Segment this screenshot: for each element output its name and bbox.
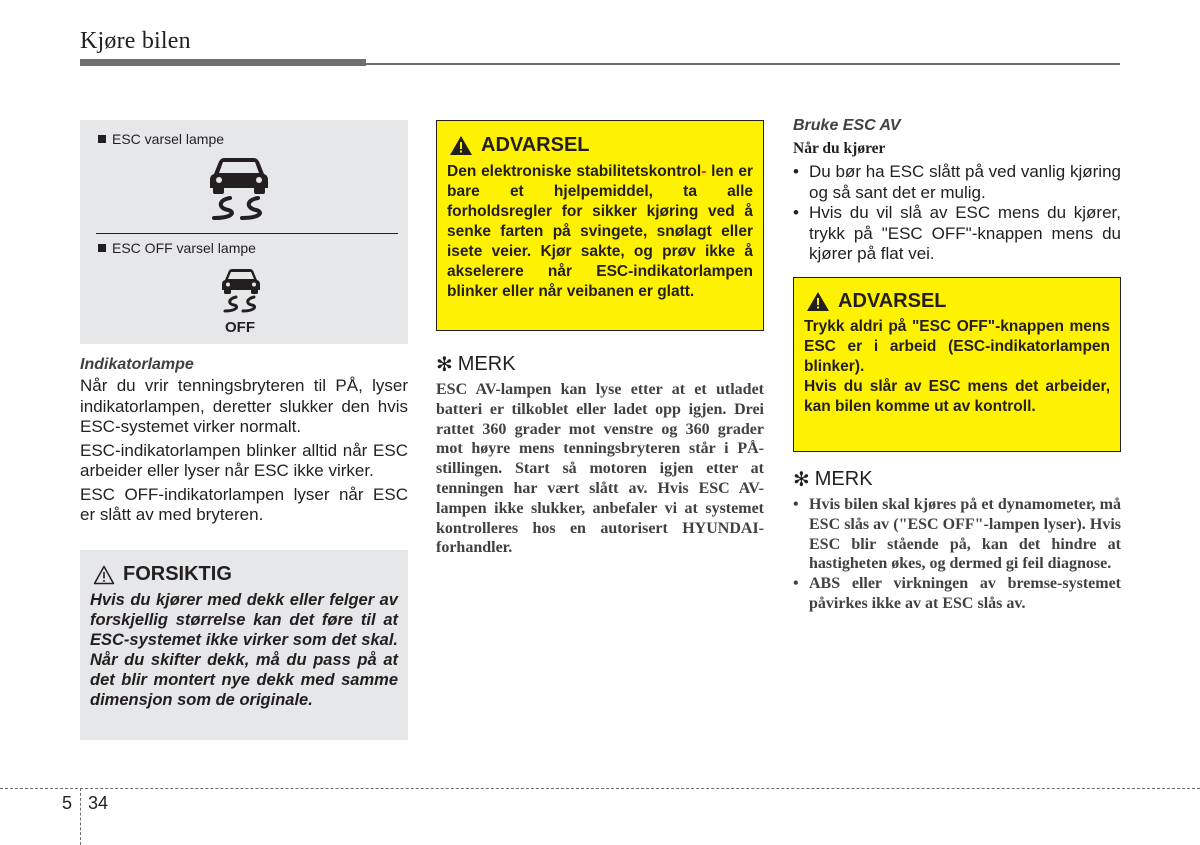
esc-off-bullets [793, 162, 1121, 265]
warning-triangle-icon [806, 291, 830, 312]
panel-divider [96, 233, 398, 234]
note-header [436, 352, 516, 377]
lamp-esc-off-caption: ESC OFF varsel lampe [98, 240, 256, 256]
indicator-heading: Indikatorlampe [80, 356, 194, 373]
black-square-icon [98, 135, 106, 143]
footer-dashed-divider [80, 788, 81, 845]
note-title: MERK [457, 353, 516, 375]
asterisk-note-icon: ✻ [436, 354, 453, 376]
header-accent-bar [80, 59, 366, 66]
esc-off-heading: Bruke ESC AV [793, 117, 901, 134]
driving-subheading: Når du kjører [793, 140, 886, 157]
warning-header [449, 134, 590, 157]
caution-triangle-outline-icon [93, 565, 115, 585]
warning-triangle-icon [449, 135, 473, 156]
lamp-off-label: OFF [225, 319, 255, 336]
caution-title: FORSIKTIG [123, 563, 232, 585]
footer-dashed-rule [0, 788, 1200, 789]
warning-header-2 [806, 290, 947, 313]
note-bullets [793, 495, 1121, 614]
note-text: ESC AV-lampen kan lyse etter at et utladet batteri er tilkoblet eller ladet opp igjen. Drei rattet 360 grader mot venstre og 360 grader mot høyre mens tenningsbryteren står i PÅ-stillingen. Start så motoren igjen etter at tenningen har vært slått av. Hvis ESC AV-lampen ikke slukker, anbefaler vi at systemet kontrolleres hos en autorisert HYUNDAI-forhandler. [436, 381, 764, 557]
paragraph: Når du vrir tenningsbryteren til PÅ, lyser indikatorlampen, deretter slukker den hvis ESC-systemet virker normalt. [80, 376, 408, 436]
list-item: • Du bør ha ESC slått på ved vanlig kjøring og så sant det er mulig. [793, 162, 1121, 202]
warning-text: Den elektroniske stabilitetskontrol- len er bare et hjelpemiddel, ta alle forholdsregler for sikker kjøring ved å senke farten på svingete, snølagt eller isete veier. Kjør sakte, og prøv ikke å akselerere når ESC-indikatorlampen blinker eller når veibanen er glatt. [447, 163, 754, 300]
warning-text-2: Trykk aldri på "ESC OFF"-knappen mens ESC er i arbeid (ESC-indikatorlampen blinker). Hvis du slår av ESC mens det arbeider, kan bilen komme ut av kontroll. [804, 318, 1110, 415]
black-square-icon [98, 244, 106, 252]
note-title-2: MERK [814, 468, 873, 490]
warning-title: ADVARSEL [481, 134, 590, 156]
header-rule [366, 63, 1120, 65]
list-item: • Hvis bilen skal kjøres på et dynamometer, må ESC slås av ("ESC OFF"-lampen lyser). Hvis ESC blir stående på, kan det hindre at hastigheten økes, og dermed gi feil diagnose. [793, 496, 1121, 573]
lamp-esc-caption: ESC varsel lampe [98, 131, 224, 147]
paragraph: ESC-indikatorlampen blinker alltid når ESC arbeider eller lyser når ESC ikke virker. [80, 440, 408, 480]
paragraph: ESC OFF-indikatorlampen lyser når ESC er slått av med bryteren. [80, 484, 408, 524]
indicator-body [80, 376, 408, 529]
page-number: 34 [88, 793, 109, 813]
chapter-number: 5 [62, 793, 73, 813]
list-item: • Hvis du vil slå av ESC mens du kjører, trykk på "ESC OFF"-knappen mens du kjører på flat vei. [793, 203, 1121, 263]
esc-off-skid-car-icon [220, 266, 262, 318]
caution-text: Hvis du kjører med dekk eller felger av forskjellig størrelse kan det føre til at ESC-systemet ikke virker som det skal. Når du skifter dekk, må du pass på at det blir montert nye dekk med samme dimensjon som de originale. [90, 591, 398, 709]
note-header-2 [793, 467, 873, 492]
asterisk-note-icon: ✻ [793, 469, 810, 491]
caution-header [93, 563, 232, 586]
section-title: Kjøre bilen [80, 28, 191, 54]
list-item: • ABS eller virkningen av bremse-systemet påvirkes ikke av at ESC slås av. [793, 575, 1121, 612]
esc-skid-car-icon [206, 152, 272, 222]
warning-title-2: ADVARSEL [838, 290, 947, 312]
